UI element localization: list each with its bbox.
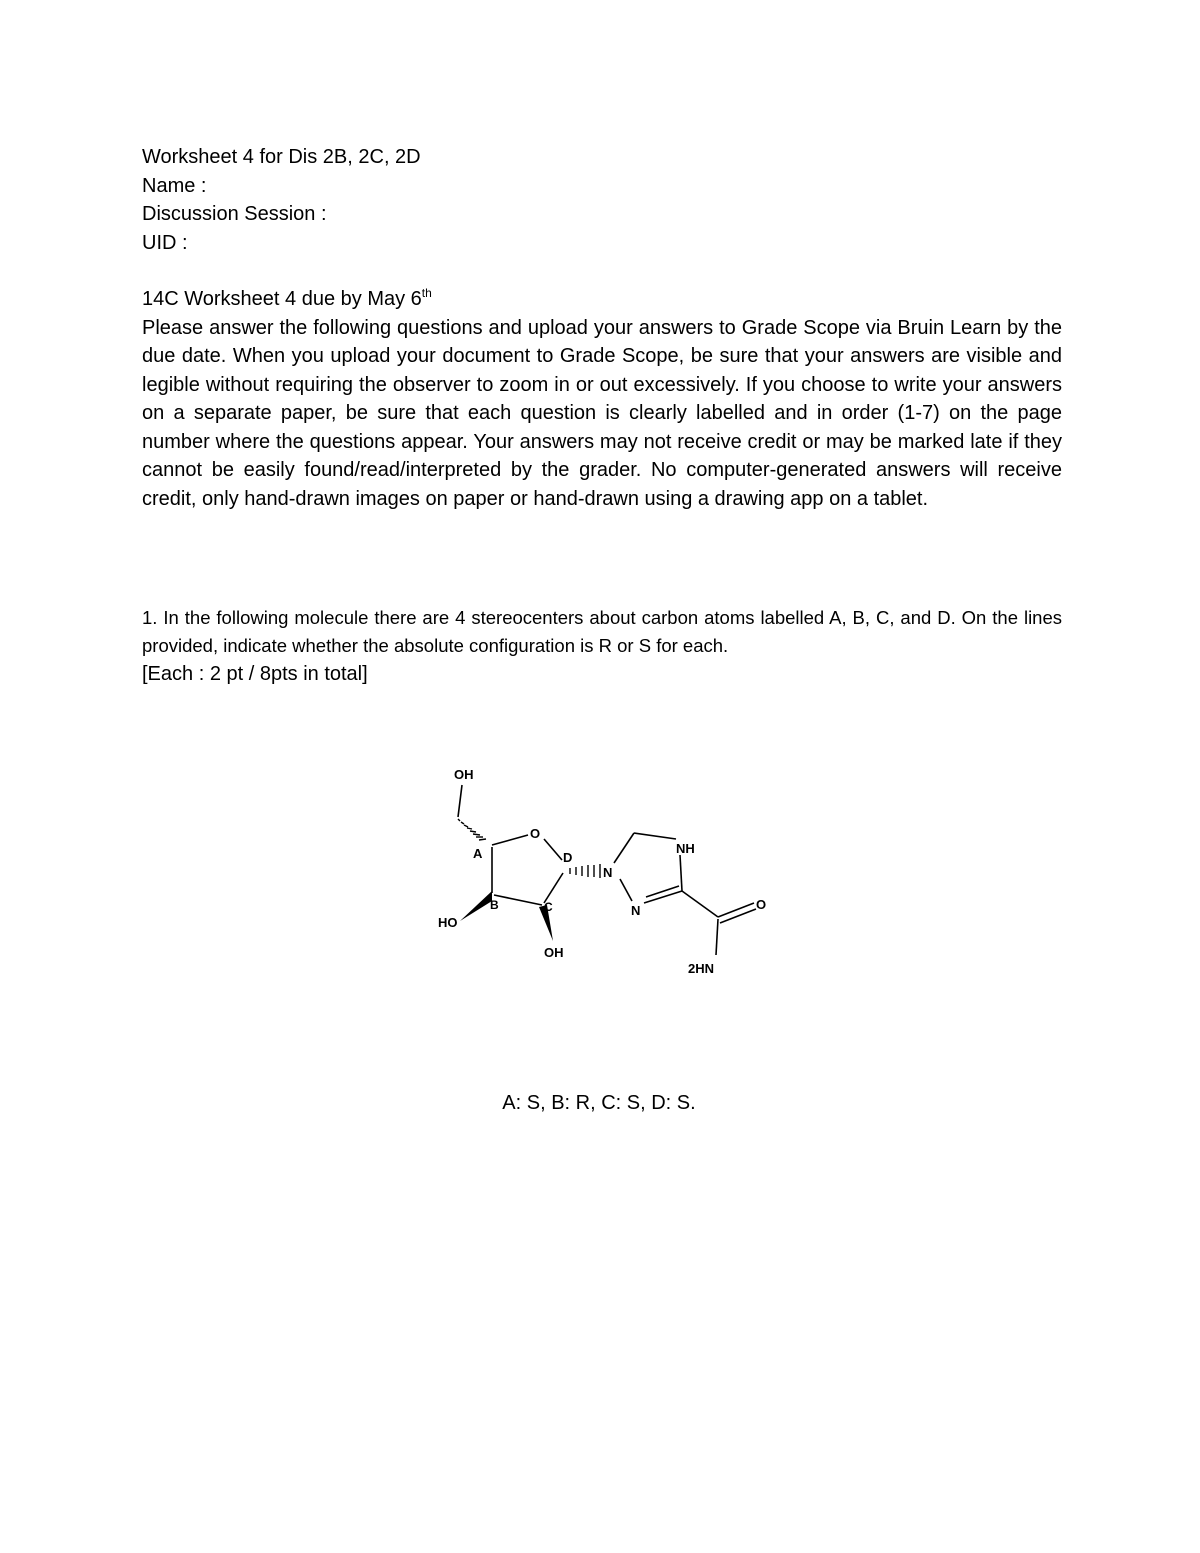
bond-n1-ch2: [614, 833, 634, 863]
due-date-text: 14C Worksheet 4 due by May 6: [142, 288, 422, 310]
bond-carbonyl-o-1: [718, 903, 754, 917]
bond-nh-c: [680, 855, 682, 891]
uid-label: UID :: [142, 231, 188, 254]
label-oh-bottom: OH: [544, 945, 564, 960]
hashed-bond-a: [458, 819, 486, 840]
label-c: C: [544, 900, 553, 914]
label-a: A: [473, 846, 483, 861]
bond-c-b: [494, 895, 542, 905]
answer-line: [0, 1089, 1200, 1117]
question-1-text: [142, 604, 1062, 660]
due-date-superscript: th: [421, 286, 432, 300]
bond-c-n-double-2: [646, 886, 679, 897]
label-oh-top: OH: [454, 767, 474, 782]
bond-ch2-nh: [634, 833, 676, 839]
spacer: [142, 257, 1062, 285]
label-n-lower: N: [631, 903, 641, 918]
bond-carbonyl-n: [716, 919, 718, 955]
label-b: B: [490, 898, 499, 912]
label-amine: 2HN: [688, 961, 715, 976]
due-date-line: [142, 285, 1062, 314]
bond-c-carbonyl: [682, 891, 718, 917]
bond-o-d: [544, 839, 562, 860]
instructions-paragraph: Please answer the following questions and upload your answers to Grade Scope via Bruin Learn by the due date. When you upload your document to Grade Scope, be sure that your answers are visible and legible without requiring the observer to zoom in or out excessively. If you choose to write your answers on a separate paper, be sure that each question is clearly labelled and in order (1-7) on the page number where the questions appear. Your answers may not receive credit or may be marked late if they cannot be easily found/read/interpreted by the grader. No computer-generated answers will receive credit, only hand-drawn images on paper or hand-drawn using a drawing app on a tablet.: [142, 316, 1062, 510]
label-n-ring: N: [603, 865, 613, 880]
hashed-bond-d: [570, 864, 600, 878]
question-1-points: [Each : 2 pt / 8pts in total]: [142, 663, 368, 685]
label-nh: NH: [676, 841, 695, 856]
label-o-ring: O: [530, 826, 541, 841]
answer-text: A: S, B: R, C: S, D: S.: [502, 1092, 696, 1114]
bond-d-c: [544, 873, 563, 903]
bond-carbonyl-o-2: [720, 909, 756, 923]
label-o-carbonyl: O: [756, 897, 767, 912]
header-block: [142, 143, 1062, 513]
question-1-prompt: In the following molecule there are 4 stereocenters about carbon atoms labelled A, B, C, and D. On the lines provided, indicate whether the absolute configuration is R or S for each.: [142, 607, 1063, 656]
bond-n-n: [620, 879, 632, 901]
wedge-bond-b: [460, 891, 492, 921]
bond-c-n-double: [644, 891, 682, 903]
bond-oh-ch2: [458, 785, 462, 817]
label-d: D: [563, 850, 573, 865]
worksheet-title: Worksheet 4 for Dis 2B, 2C, 2D: [142, 146, 421, 168]
question-1-number: 1.: [142, 607, 158, 628]
discussion-session-label: Discussion Session :: [142, 203, 327, 225]
label-ho-left: HO: [438, 915, 458, 930]
question-1: [142, 604, 1062, 688]
molecule-structure: [420, 755, 800, 995]
bond-a-o: [492, 835, 528, 845]
name-label: Name :: [142, 174, 207, 197]
